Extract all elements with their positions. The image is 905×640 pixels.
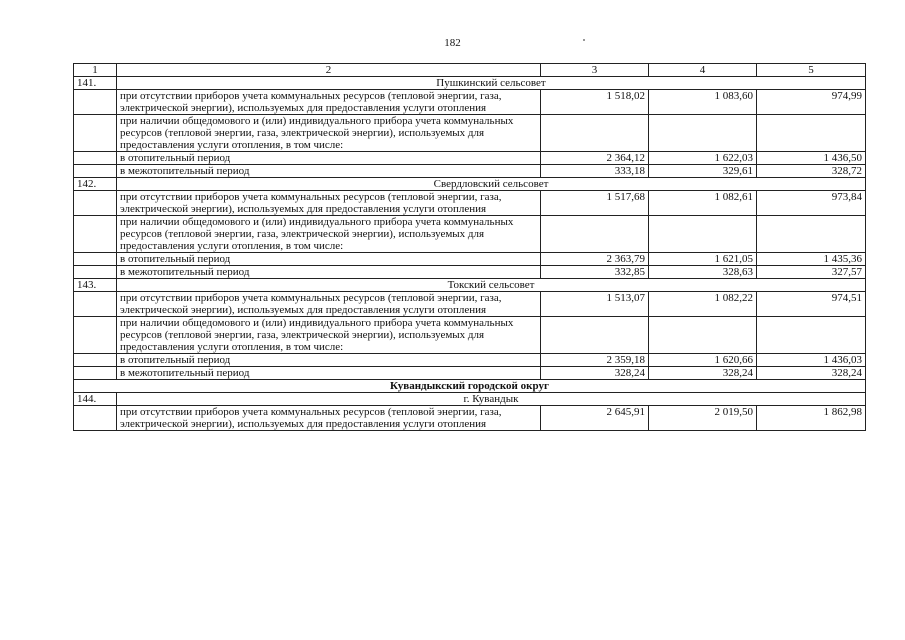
value-col-3 xyxy=(541,115,649,152)
value-col-4 xyxy=(649,216,757,253)
value-col-3: 1 513,07 xyxy=(541,292,649,317)
district-title: Кувандыкский городской округ xyxy=(74,380,866,393)
value-col-5: 973,84 xyxy=(757,191,866,216)
row-description: в отопительный период xyxy=(117,253,541,266)
row-description: при отсутствии приборов учета коммунальных ресурсов (тепловой энергии, газа, электрической энергии), используемых для предоставления услуги отопления xyxy=(117,90,541,115)
row-index-cell xyxy=(74,216,117,253)
value-col-3: 1 517,68 xyxy=(541,191,649,216)
value-col-4 xyxy=(649,115,757,152)
value-col-5: 1 435,36 xyxy=(757,253,866,266)
value-col-4: 1 082,22 xyxy=(649,292,757,317)
section-number: 142. xyxy=(74,178,117,191)
table-row xyxy=(74,165,866,178)
row-index-cell xyxy=(74,406,117,431)
value-col-3: 2 645,91 xyxy=(541,406,649,431)
tariff-table xyxy=(73,63,866,431)
value-col-4: 328,24 xyxy=(649,367,757,380)
value-col-3: 2 363,79 xyxy=(541,253,649,266)
value-col-3: 328,24 xyxy=(541,367,649,380)
value-col-4: 1 620,66 xyxy=(649,354,757,367)
value-col-4: 1 621,05 xyxy=(649,253,757,266)
value-col-4: 1 082,61 xyxy=(649,191,757,216)
value-col-5: 974,51 xyxy=(757,292,866,317)
value-col-3: 2 359,18 xyxy=(541,354,649,367)
value-col-4 xyxy=(649,317,757,354)
value-col-5: 327,57 xyxy=(757,266,866,279)
row-description: при наличии общедомового и (или) индивидуального прибора учета коммунальных ресурсов (тепловой энергии, газа, электрической энергии), используемых для предоставления услуги отопления, в том числе: xyxy=(117,317,541,354)
value-col-4: 1 083,60 xyxy=(649,90,757,115)
table-row xyxy=(74,152,866,165)
row-index-cell xyxy=(74,292,117,317)
row-description: при отсутствии приборов учета коммунальных ресурсов (тепловой энергии, газа, электрической энергии), используемых для предоставления услуги отопления xyxy=(117,292,541,317)
value-col-5: 328,72 xyxy=(757,165,866,178)
value-col-4: 329,61 xyxy=(649,165,757,178)
value-col-5: 328,24 xyxy=(757,367,866,380)
value-col-5: 1 862,98 xyxy=(757,406,866,431)
value-col-5: 1 436,50 xyxy=(757,152,866,165)
table-row xyxy=(74,216,866,253)
header-cell: 4 xyxy=(649,64,757,77)
value-col-5 xyxy=(757,115,866,152)
table-row xyxy=(74,406,866,431)
row-description: при отсутствии приборов учета коммунальных ресурсов (тепловой энергии, газа, электрической энергии), используемых для предоставления услуги отопления xyxy=(117,406,541,431)
table-row xyxy=(74,266,866,279)
value-col-3: 1 518,02 xyxy=(541,90,649,115)
row-description: в межотопительный период xyxy=(117,266,541,279)
scan-dot xyxy=(583,39,585,41)
value-col-5: 1 436,03 xyxy=(757,354,866,367)
row-index-cell xyxy=(74,367,117,380)
row-description: в межотопительный период xyxy=(117,367,541,380)
header-row xyxy=(74,64,866,77)
row-index-cell xyxy=(74,90,117,115)
section-row xyxy=(74,393,866,406)
value-col-3: 333,18 xyxy=(541,165,649,178)
table-row xyxy=(74,253,866,266)
section-number: 144. xyxy=(74,393,117,406)
section-number: 143. xyxy=(74,279,117,292)
row-index-cell xyxy=(74,191,117,216)
header-cell: 5 xyxy=(757,64,866,77)
value-col-5: 974,99 xyxy=(757,90,866,115)
row-description: при наличии общедомового и (или) индивидуального прибора учета коммунальных ресурсов (тепловой энергии, газа, электрической энергии), используемых для предоставления услуги отопления, в том числе: xyxy=(117,115,541,152)
section-row xyxy=(74,279,866,292)
section-title: Токский сельсовет xyxy=(117,279,866,292)
row-description: при наличии общедомового и (или) индивидуального прибора учета коммунальных ресурсов (тепловой энергии, газа, электрической энергии), используемых для предоставления услуги отопления, в том числе: xyxy=(117,216,541,253)
section-title: г. Кувандык xyxy=(117,393,866,406)
value-col-3: 2 364,12 xyxy=(541,152,649,165)
row-description: в отопительный период xyxy=(117,354,541,367)
table-row xyxy=(74,90,866,115)
value-col-3 xyxy=(541,317,649,354)
table-row xyxy=(74,115,866,152)
value-col-3 xyxy=(541,216,649,253)
row-index-cell xyxy=(74,253,117,266)
row-description: в межотопительный период xyxy=(117,165,541,178)
table-row xyxy=(74,354,866,367)
header-cell: 1 xyxy=(74,64,117,77)
row-index-cell xyxy=(74,165,117,178)
table-row xyxy=(74,292,866,317)
table-row xyxy=(74,367,866,380)
value-col-5 xyxy=(757,317,866,354)
value-col-4: 1 622,03 xyxy=(649,152,757,165)
row-description: при отсутствии приборов учета коммунальных ресурсов (тепловой энергии, газа, электрической энергии), используемых для предоставления услуги отопления xyxy=(117,191,541,216)
section-number: 141. xyxy=(74,77,117,90)
row-index-cell xyxy=(74,152,117,165)
district-row xyxy=(74,380,866,393)
value-col-4: 328,63 xyxy=(649,266,757,279)
row-description: в отопительный период xyxy=(117,152,541,165)
row-index-cell xyxy=(74,266,117,279)
row-index-cell xyxy=(74,115,117,152)
row-index-cell xyxy=(74,354,117,367)
value-col-4: 2 019,50 xyxy=(649,406,757,431)
section-title: Свердловский сельсовет xyxy=(117,178,866,191)
header-cell: 2 xyxy=(117,64,541,77)
section-row xyxy=(74,178,866,191)
section-title: Пушкинский сельсовет xyxy=(117,77,866,90)
table-row xyxy=(74,191,866,216)
value-col-5 xyxy=(757,216,866,253)
row-index-cell xyxy=(74,317,117,354)
header-cell: 3 xyxy=(541,64,649,77)
page-number: 182 xyxy=(444,37,461,49)
section-row xyxy=(74,77,866,90)
table-row xyxy=(74,317,866,354)
value-col-3: 332,85 xyxy=(541,266,649,279)
